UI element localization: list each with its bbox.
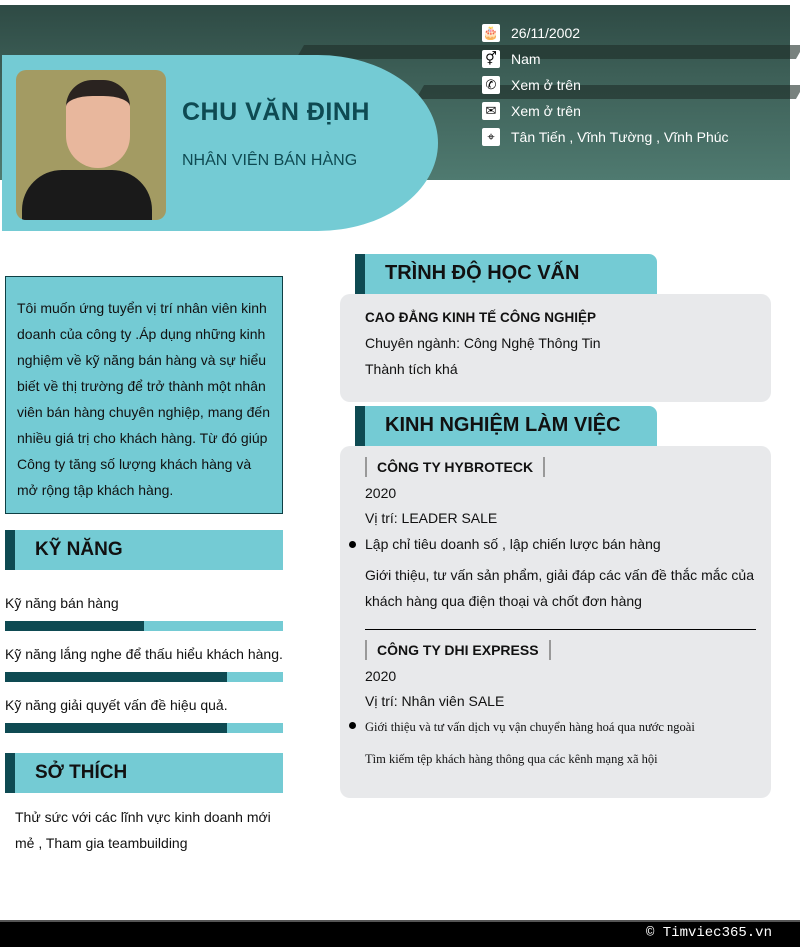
job-title: NHÂN VIÊN BÁN HÀNG bbox=[182, 152, 358, 169]
skill-bar bbox=[5, 723, 283, 733]
job-position: Vị trí: Nhân viên SALE bbox=[365, 693, 505, 709]
job-description: Giới thiệu, tư vấn sản phẩm, giải đáp các vấn đề thắc mắc của khách hàng qua điện thoại và chốt đơn hàng bbox=[365, 567, 754, 609]
skill-bar-fill bbox=[5, 723, 227, 733]
skill-bar-fill bbox=[5, 621, 144, 631]
skill-label: Kỹ năng bán hàng bbox=[5, 595, 119, 611]
job-task: Giới thiệu và tư vấn dịch vụ vận chuyển hàng hoá qua nước ngoài bbox=[365, 720, 695, 734]
hobbies-heading: SỞ THÍCH bbox=[5, 753, 283, 793]
job-task: Lập chỉ tiêu doanh số , lập chiến lược bán hàng bbox=[365, 536, 661, 552]
skill-bar bbox=[5, 672, 283, 682]
address: Tân Tiến , Vĩnh Tường , Vĩnh Phúc bbox=[511, 129, 729, 145]
hobbies-text: Thử sức với các lĩnh vực kinh doanh mới mẻ , Tham gia teambuilding bbox=[15, 809, 271, 851]
skills-heading: KỸ NĂNG bbox=[5, 530, 283, 570]
bullet-icon bbox=[349, 541, 356, 548]
contact-info bbox=[482, 20, 729, 150]
skill-bar bbox=[5, 621, 283, 631]
skill-label: Kỹ năng giải quyết vấn đề hiệu quả. bbox=[5, 697, 228, 713]
gender-icon: ⚥ bbox=[482, 50, 500, 68]
divider bbox=[365, 629, 756, 630]
job-position: Vị trí: LEADER SALE bbox=[365, 510, 498, 526]
candidate-name: CHU VĂN ĐỊNH bbox=[182, 98, 370, 126]
company-name: CÔNG TY HYBROTECK bbox=[365, 457, 545, 477]
skill-bar-fill bbox=[5, 672, 227, 682]
phone: Xem ở trên bbox=[511, 77, 581, 93]
major: Chuyên ngành: Công Nghệ Thông Tin bbox=[365, 335, 601, 351]
email-icon: ✉ bbox=[482, 102, 500, 120]
bullet-icon bbox=[349, 722, 356, 729]
career-objective: Tôi muốn ứng tuyển vị trí nhân viên kinh doanh của công ty .Áp dụng những kinh nghiệm về kỹ năng bán hàng và sự hiểu biết về thị trường để trở thành một nhân viên bán hàng chuyên nghiệp, mang đến nhiều giá trị cho khách hàng. Từ đó giúp Công ty tăng số lượng khách hàng và mở rộng tập khách hàng. bbox=[5, 276, 283, 514]
education-heading: TRÌNH ĐỘ HỌC VẤN bbox=[355, 254, 657, 294]
gender: Nam bbox=[511, 51, 541, 67]
school-name: CAO ĐẲNG KINH TẾ CÔNG NGHIỆP bbox=[365, 310, 597, 325]
location-icon: ⌖ bbox=[482, 128, 500, 146]
job-description: Tìm kiếm tệp khách hàng thông qua các kênh mạng xã hội bbox=[365, 752, 658, 766]
avatar bbox=[16, 70, 166, 220]
phone-icon: ✆ bbox=[482, 76, 500, 94]
education-box bbox=[340, 294, 771, 402]
experience-box bbox=[340, 446, 771, 798]
company-name: CÔNG TY DHI EXPRESS bbox=[365, 640, 551, 660]
job-year: 2020 bbox=[365, 668, 397, 684]
achievement: Thành tích khá bbox=[365, 361, 458, 377]
experience-heading: KINH NGHIỆM LÀM VIỆC bbox=[355, 406, 657, 446]
footer-copyright: © Timviec365.vn bbox=[0, 920, 800, 947]
birthday-cake-icon: 🎂 bbox=[482, 25, 500, 40]
email: Xem ở trên bbox=[511, 103, 581, 119]
skill-label: Kỹ năng lắng nghe để thấu hiểu khách hàng. bbox=[5, 646, 283, 662]
job-year: 2020 bbox=[365, 485, 397, 501]
birthdate: 26/11/2002 bbox=[511, 25, 581, 41]
